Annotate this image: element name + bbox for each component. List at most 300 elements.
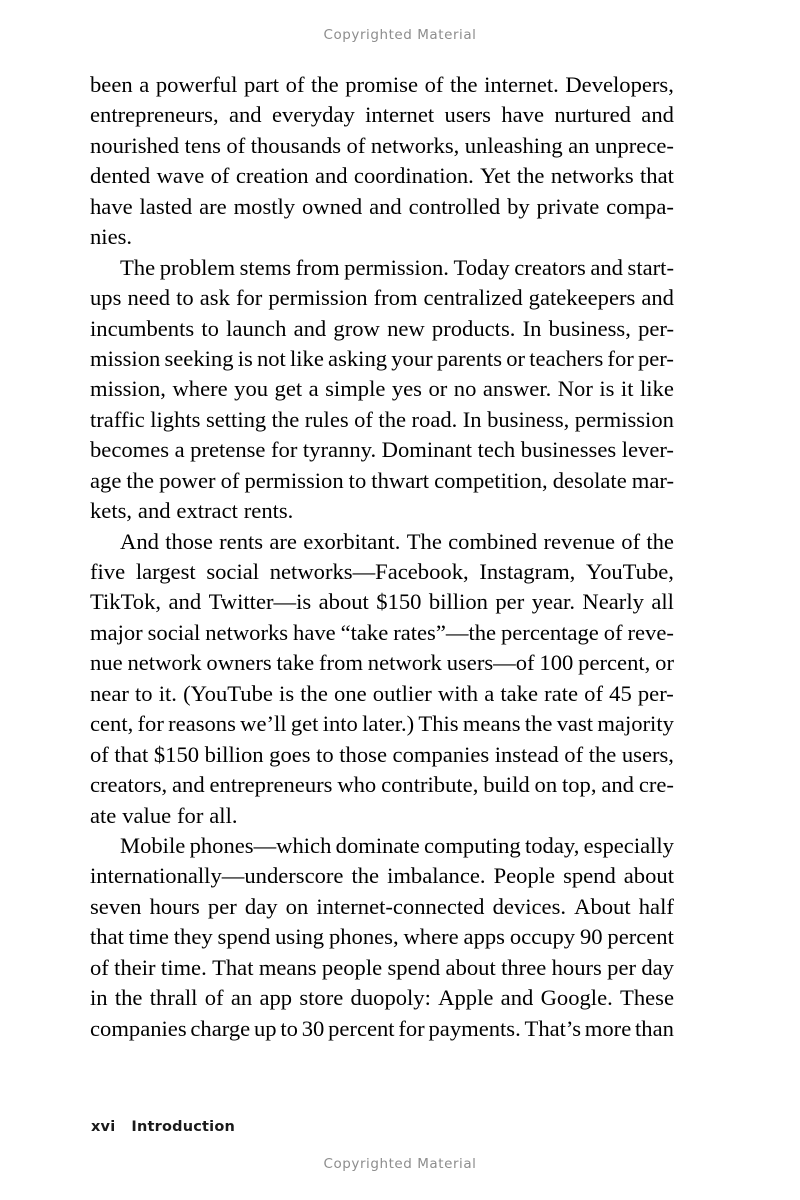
word: Twitter—is [208, 589, 312, 615]
word: per- [637, 680, 674, 706]
word: Today [453, 254, 510, 280]
text-line [90, 527, 674, 557]
word: 90 [579, 924, 603, 950]
word: problem [159, 254, 236, 280]
word: is [237, 345, 253, 371]
word: a [139, 72, 150, 97]
word: 30 [301, 1015, 325, 1041]
word: major [90, 619, 143, 645]
word: outlier [372, 680, 432, 706]
word: largest [135, 559, 196, 584]
text-line [90, 892, 674, 922]
word: that [640, 163, 674, 189]
word: power [159, 467, 216, 493]
word: reve- [627, 619, 674, 645]
word: payments. [428, 1015, 521, 1041]
running-foot-section-title: Introduction [131, 1119, 236, 1135]
word: phones—which [189, 832, 332, 858]
word: The [120, 254, 156, 280]
word: to [348, 467, 367, 493]
word: rates”—the [393, 619, 497, 645]
word: of [90, 741, 109, 767]
word: today, [524, 832, 580, 858]
word: becomes [90, 437, 170, 463]
word: is [599, 376, 615, 402]
word: the [449, 72, 478, 97]
word: of [210, 163, 230, 189]
word: dented [90, 163, 151, 189]
word: thrall [149, 985, 198, 1011]
word: that [90, 924, 124, 950]
word: year. [531, 589, 575, 615]
word: need [127, 285, 171, 311]
word: users—of [446, 650, 535, 676]
word: pretense [190, 437, 266, 463]
word: wave [156, 163, 205, 189]
word: users, [621, 741, 674, 767]
word: the [126, 467, 155, 493]
word: billion [204, 741, 264, 767]
word: is [279, 680, 295, 706]
text-line [90, 100, 674, 130]
text-line [90, 770, 674, 800]
word: extract [176, 498, 238, 524]
paragraph [90, 527, 674, 831]
word: asking [328, 345, 388, 371]
word: for [607, 345, 634, 371]
word: creation [235, 163, 309, 189]
word: the [271, 406, 300, 432]
word: tyranny. [302, 437, 377, 463]
word: In [462, 406, 482, 432]
word: where [403, 924, 459, 950]
word: YouTube, [586, 559, 674, 584]
word: 45 [609, 680, 632, 706]
word: get [290, 711, 319, 737]
word: devices. [492, 893, 567, 919]
word: for [235, 285, 263, 311]
word: per- [637, 345, 674, 371]
word: networks [205, 619, 289, 645]
word: store [299, 985, 344, 1011]
word: using [275, 924, 325, 950]
word: controlled [408, 193, 501, 219]
word: mar- [631, 467, 674, 493]
word: tens [184, 132, 221, 158]
word: for [137, 711, 164, 737]
text-line [90, 374, 674, 404]
word: top, [561, 772, 597, 798]
word: half [638, 893, 674, 919]
word: age [90, 467, 122, 493]
word: and [314, 163, 348, 189]
word: rules [304, 406, 349, 432]
word: been [90, 72, 133, 97]
word: build [483, 772, 530, 798]
word: of [346, 132, 366, 158]
text-line [90, 283, 674, 313]
word: those [339, 741, 387, 767]
word: launch [226, 315, 287, 341]
word: The [406, 528, 442, 554]
word: nies. [90, 224, 133, 250]
word: networks [550, 163, 634, 189]
word: are [199, 193, 227, 219]
word: networks, [370, 132, 460, 158]
word: your [391, 345, 433, 371]
word: to [176, 285, 194, 311]
word: the [524, 711, 553, 737]
word: permission. [344, 254, 449, 280]
paragraph [90, 70, 674, 253]
word: for [177, 802, 204, 828]
word: 100 [539, 650, 574, 676]
word: take [276, 650, 315, 676]
word: an [568, 132, 590, 158]
word: new [387, 315, 425, 341]
text-line [90, 253, 674, 283]
word: coordination. [353, 163, 474, 189]
word: about [623, 863, 674, 889]
word: per [207, 893, 237, 919]
word: to [280, 1015, 298, 1041]
word: nourished [90, 132, 180, 158]
word: a [174, 437, 185, 463]
word: $150 [376, 589, 422, 615]
text-line [90, 557, 674, 587]
text-line [90, 801, 674, 831]
word: ate [90, 802, 117, 828]
word: have [501, 102, 544, 128]
word: teachers [529, 345, 604, 371]
word: where [172, 376, 228, 402]
text-line [90, 922, 674, 952]
word: they [173, 924, 213, 950]
word: or [506, 345, 526, 371]
word: cent, [90, 711, 134, 737]
word: internet. [484, 72, 559, 97]
text-line [90, 709, 674, 739]
word: setting [205, 406, 267, 432]
word: computing [424, 832, 521, 858]
word: who [337, 772, 377, 798]
word: mostly [233, 193, 296, 219]
text-line [90, 831, 674, 861]
word: businesses [520, 437, 617, 463]
word: permission [574, 406, 674, 432]
text-line [90, 131, 674, 161]
word: grow [333, 315, 380, 341]
word: This [418, 711, 459, 737]
word: like [639, 376, 674, 402]
word: percent [607, 924, 674, 950]
word: parents [436, 345, 503, 371]
word: revenue [543, 528, 615, 554]
word: simple [325, 376, 386, 402]
word: take [500, 680, 539, 706]
word: one [334, 680, 367, 706]
word: a [308, 376, 319, 402]
word: users [444, 102, 491, 128]
word: In [522, 315, 542, 341]
word: That [212, 954, 254, 980]
word: And [120, 528, 159, 554]
word: to [135, 680, 153, 706]
word: per- [638, 315, 674, 341]
word: of [584, 680, 603, 706]
word: more [584, 1015, 632, 1041]
word: time. [160, 954, 207, 980]
text-line [90, 679, 674, 709]
word: part [243, 72, 280, 97]
word: all [651, 589, 674, 615]
word: mission [90, 345, 161, 371]
word: Developers, [565, 72, 674, 97]
word: and [641, 102, 674, 128]
word: or [428, 376, 448, 402]
word: tech [477, 437, 516, 463]
word: into [322, 711, 358, 737]
word: the [351, 863, 380, 889]
text-line [90, 587, 674, 617]
word: day [641, 954, 674, 980]
word: from [319, 650, 363, 676]
word: permission [244, 467, 344, 493]
word: companies [392, 741, 490, 767]
text-line [90, 953, 674, 983]
word: of [90, 954, 109, 980]
word: network [367, 650, 442, 676]
text-line [90, 344, 674, 374]
word: we’ll [240, 711, 287, 737]
text-line [90, 983, 674, 1013]
word: apps [463, 924, 505, 950]
word: powerful [155, 72, 238, 97]
word: of [564, 741, 584, 767]
word: Yet [480, 163, 511, 189]
word: day [244, 893, 278, 919]
word: ask [199, 285, 230, 311]
word: majority [597, 711, 674, 737]
word: from [295, 254, 340, 280]
word: instead [494, 741, 559, 767]
word: up [253, 1015, 277, 1041]
word: desolate [552, 467, 627, 493]
word: Apple [438, 985, 494, 1011]
word: creators [514, 254, 586, 280]
word: of [424, 72, 444, 97]
word: thousands [250, 132, 342, 158]
word: than [635, 1015, 674, 1041]
word: about [445, 954, 496, 980]
word: hours [551, 954, 602, 980]
word: no [453, 376, 477, 402]
word: to [316, 741, 334, 767]
word: for [398, 1015, 425, 1041]
text-line [90, 435, 674, 465]
paragraph [90, 831, 674, 1044]
word: all. [209, 802, 238, 828]
word: later.) [362, 711, 415, 737]
word: products. [431, 315, 516, 341]
word: hours [149, 893, 200, 919]
word: lasted [139, 193, 193, 219]
word: means [258, 954, 317, 980]
word: nurtured [554, 102, 631, 128]
word: dominate [335, 832, 420, 858]
word: business, [548, 315, 631, 341]
word: contribute, [381, 772, 479, 798]
word: cre- [638, 772, 674, 798]
word: with [437, 680, 479, 706]
word: promise [345, 72, 418, 97]
word: companies [90, 1015, 187, 1041]
word: TikTok, [90, 589, 162, 615]
word: spend [387, 954, 441, 980]
word: and [641, 285, 674, 311]
word: have [90, 193, 133, 219]
text-line [90, 861, 674, 891]
word: unleashing [464, 132, 563, 158]
text-line [90, 222, 674, 252]
word: and [137, 498, 171, 524]
word: and [500, 985, 534, 1011]
text-line [90, 618, 674, 648]
word: of [354, 406, 373, 432]
word: the [114, 985, 143, 1011]
word: of [285, 72, 305, 97]
word: owned [301, 193, 363, 219]
word: about [318, 589, 369, 615]
word: stems [239, 254, 292, 280]
word: goes [269, 741, 311, 767]
word: by [507, 193, 530, 219]
word: from [373, 285, 418, 311]
word: near [90, 680, 129, 706]
word: road. [411, 406, 458, 432]
word: permission [268, 285, 368, 311]
text-line [90, 70, 674, 100]
word: internet [365, 102, 435, 128]
word: lights [150, 406, 201, 432]
text-line [90, 648, 674, 678]
word: network [127, 650, 202, 676]
word: in [90, 985, 108, 1011]
word: About [574, 893, 631, 919]
word: charge [190, 1015, 251, 1041]
word: centralized [423, 285, 523, 311]
word: lever- [621, 437, 674, 463]
word: people [321, 954, 383, 980]
word: of [220, 467, 240, 493]
word: the [646, 528, 674, 554]
word: get [274, 376, 303, 402]
word: start- [627, 254, 674, 280]
word: everyday [271, 102, 355, 128]
word: the [588, 741, 617, 767]
word: People [493, 863, 556, 889]
word: on [534, 772, 558, 798]
word: an [230, 985, 253, 1011]
text-line [90, 314, 674, 344]
word: Google. [540, 985, 613, 1011]
word: the [516, 163, 545, 189]
page-body-text [90, 70, 674, 1044]
word: creators, [90, 772, 168, 798]
word: Mobile [120, 832, 186, 858]
word: percentage [500, 619, 599, 645]
word: the [300, 680, 328, 706]
word: spend [217, 924, 271, 950]
word: of [603, 619, 623, 645]
word: unprece- [594, 132, 674, 158]
word: entrepreneurs, [90, 102, 219, 128]
word: occupy [509, 924, 576, 950]
word: of [204, 985, 224, 1011]
word: time [128, 924, 169, 950]
word: it. [158, 680, 177, 706]
word: These [620, 985, 674, 1011]
word: seeking [164, 345, 234, 371]
word: a [484, 680, 495, 706]
word: Nearly [582, 589, 644, 615]
word: incumbents [90, 315, 195, 341]
copyright-watermark-bottom: Copyrighted Material [323, 1156, 477, 1172]
text-line [90, 1014, 674, 1044]
word: have [293, 619, 336, 645]
word: ups [90, 285, 122, 311]
word: of [621, 528, 641, 554]
text-line [90, 192, 674, 222]
word: billion [428, 589, 488, 615]
word: gatekeepers [528, 285, 636, 311]
word: and [293, 315, 327, 341]
word: internet-connected [316, 893, 485, 919]
word: not [256, 345, 286, 371]
word: those [165, 528, 213, 554]
word: percent [328, 1015, 395, 1041]
word: social [147, 619, 201, 645]
word: duopoly: [350, 985, 431, 1011]
word: or [655, 650, 674, 676]
word: to [201, 315, 219, 341]
word: per [607, 954, 637, 980]
word: yes [391, 376, 422, 402]
word: exorbitant. [303, 528, 401, 554]
text-line [90, 740, 674, 770]
word: Instagram, [479, 559, 576, 584]
word: phones, [328, 924, 399, 950]
copyright-watermark-top: Copyrighted Material [323, 27, 477, 43]
word: entrepreneurs [209, 772, 333, 798]
word: on [285, 893, 309, 919]
running-foot [91, 1119, 235, 1135]
word: vast [556, 711, 594, 737]
text-line [90, 161, 674, 191]
word: and [369, 193, 402, 219]
word: traffic [90, 406, 145, 432]
word: spend [563, 863, 616, 889]
word: $150 [153, 741, 200, 767]
word: mission, [90, 376, 166, 402]
word: networks—Facebook, [269, 559, 469, 584]
word: compa- [606, 193, 674, 219]
word: private [536, 193, 600, 219]
word: rents [219, 528, 264, 554]
word: That’s [524, 1015, 582, 1041]
word: reasons [168, 711, 236, 737]
word: means [462, 711, 521, 737]
